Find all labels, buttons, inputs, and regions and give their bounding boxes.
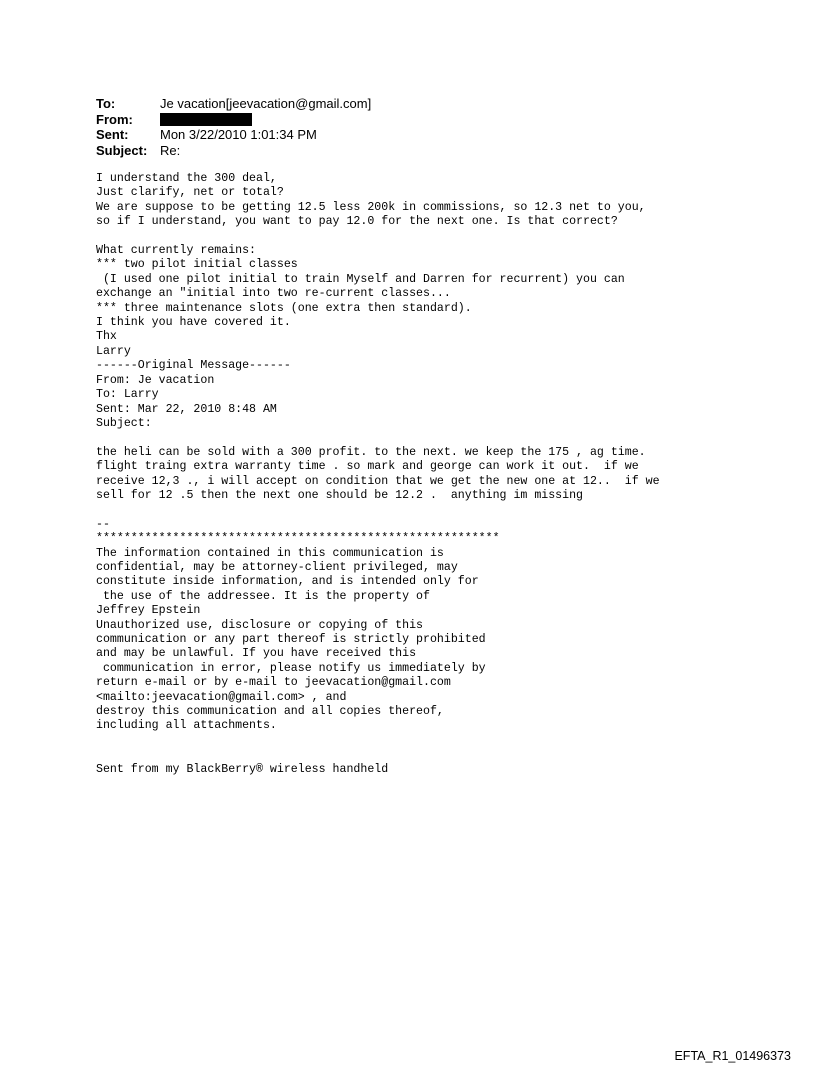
email-body: I understand the 300 deal, Just clarify, net or total? We are suppose to be getting 12.5 less 200k in commissions, so 12.3 net to you, so if I understand, you want to pay 12.0 for the next one. Is that correct? What currently remains: *** two pilot initial classes (I used one pilot initial to train Myself and Darren for recurrent) you can exchange an "initial into two re-current classes... *** three maintenance slots (one extra then standard). I think you have covered it. Thx Larry ------Original Message------ From: Je vacation To: Larry Sent: Mar 22, 2010 8:48 AM Subject: the heli can be sold with a 300 profit. to the next. we keep the 175 , ag time. flight traing extra warranty time . so mark and george can work it out. if we receive 12,3 ., i will accept on condition that we get the new one at 12.. if we sell for 12 .5 then the next one should be 12.2 . anything im missing -- ********************************************************** The information contained in this communication is confidential, may be attorney-client privileged, may constitute inside information, and is intended only for the use of the addressee. It is the property of Jeffrey Epstein Unauthorized use, disclosure or copying of this communication or any part thereof is strictly prohibited and may be unlawful. If you have received this communication in error, please notify us immediately by return e-mail or by e-mail to jeevacation@gmail.com <mailto:jeevacation@gmail.com> , and destroy this communication and all copies thereof, including all attachments. Sent from my BlackBerry® wireless handheld bbox=[96, 172, 660, 776]
subject-row bbox=[96, 143, 371, 159]
sent-label: Sent: bbox=[96, 127, 129, 142]
to-label: To: bbox=[96, 96, 116, 111]
subject-value: Re: bbox=[160, 142, 181, 158]
from-row bbox=[96, 112, 371, 128]
to-value: Je vacation[jeevacation@gmail.com] bbox=[160, 96, 372, 111]
sent-row bbox=[96, 127, 371, 143]
to-row bbox=[96, 96, 371, 112]
email-header bbox=[96, 96, 371, 158]
subject-label: Subject: bbox=[96, 142, 148, 158]
redaction-box bbox=[160, 113, 252, 126]
document-id: EFTA_R1_01496373 bbox=[674, 1049, 791, 1063]
from-label: From: bbox=[96, 111, 133, 127]
sent-value: Mon 3/22/2010 1:01:34 PM bbox=[160, 127, 317, 142]
